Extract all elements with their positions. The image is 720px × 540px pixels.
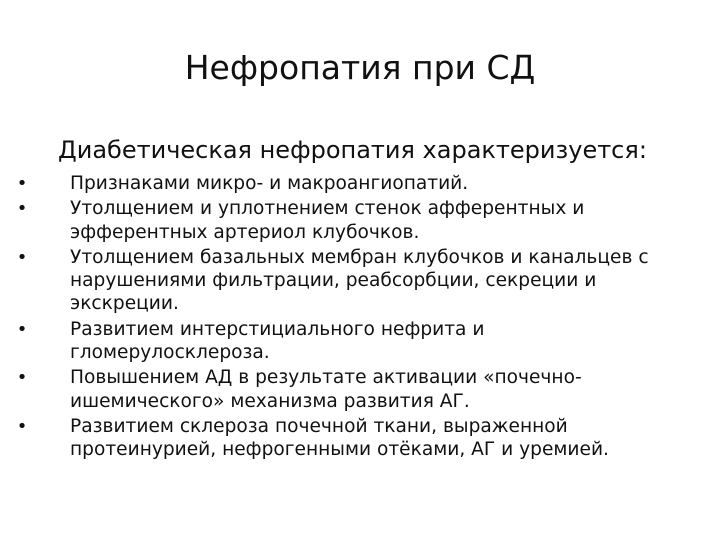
bullet-icon: • — [16, 173, 28, 194]
bullet-text: гломерулосклероза. — [70, 341, 270, 363]
bullet-text: Утолщением базальных мембран клубочков и канальцев с — [70, 246, 649, 268]
bullet-text: Развитием интерстициального нефрита и — [70, 318, 485, 340]
bullet-text: Утолщением и уплотнением стенок афферентных и — [70, 198, 585, 220]
bullet-icon: • — [16, 367, 28, 389]
bullet-icon: • — [16, 318, 28, 340]
slide-subtitle: Диабетическая нефропатия характеризуется: — [58, 136, 647, 164]
bullet-list — [0, 172, 720, 464]
bullet-text: нарушениями фильтрации, реабсорбции, секреции и — [70, 270, 597, 292]
bullet-item — [0, 246, 720, 316]
bullet-item — [0, 197, 720, 243]
bullet-text: Развитием склероза почечной ткани, выраженной — [70, 415, 568, 437]
bullet-text: протеинурией, нефрогенными отёками, АГ и уремией. — [70, 439, 609, 461]
bullet-text: ишемического» механизма развития АГ. — [70, 390, 470, 412]
bullet-item — [0, 318, 720, 364]
bullet-icon: • — [16, 415, 28, 437]
bullet-item — [0, 172, 720, 195]
slide-title: Нефропатия при СД — [184, 48, 536, 87]
bullet-text: экскреции. — [70, 293, 179, 315]
bullet-item — [0, 415, 720, 461]
bullet-text: Повышением АД в результате активации «почечно- — [70, 367, 582, 389]
bullet-icon: • — [16, 246, 28, 268]
bullet-item — [0, 366, 720, 412]
bullet-text: Признаками микро- и макроангиопатий. — [70, 173, 469, 194]
bullet-icon: • — [16, 198, 28, 220]
bullet-text: эфферентных артериол клубочков. — [70, 221, 420, 243]
